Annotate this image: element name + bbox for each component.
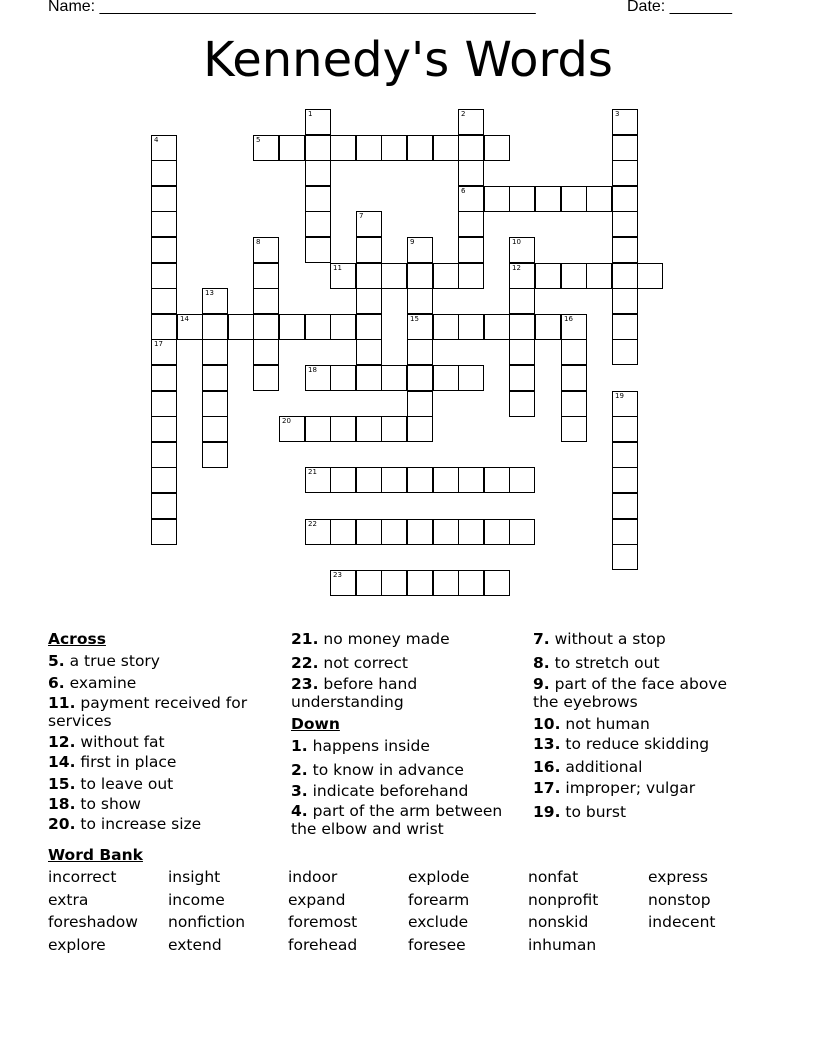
clues-column-3: [533, 630, 773, 821]
grid-cell[interactable]: [151, 391, 177, 417]
word-bank-item: exclude: [408, 913, 469, 931]
grid-cell[interactable]: [509, 263, 535, 289]
grid-cell[interactable]: [535, 314, 561, 340]
grid-cell[interactable]: [458, 186, 484, 212]
cell-number: 11: [333, 264, 342, 272]
grid-cell[interactable]: [612, 467, 638, 493]
clue-down-13: 13. to reduce skidding: [533, 735, 710, 753]
clue-across-11: 11. payment received for services: [48, 694, 248, 730]
cell-number: 20: [282, 417, 291, 425]
cell-number: 10: [512, 238, 521, 246]
grid-cell[interactable]: [356, 519, 382, 545]
clue-across-14: 14. first in place: [48, 753, 177, 771]
word-bank-item: indecent: [648, 913, 716, 931]
clue-down-8: 8. to stretch out: [533, 654, 660, 672]
grid-cell[interactable]: [612, 237, 638, 263]
word-bank-item: nonskid: [528, 913, 589, 931]
grid-cell[interactable]: [509, 237, 535, 263]
grid-cell[interactable]: [637, 263, 663, 289]
grid-cell[interactable]: [407, 135, 433, 161]
grid-cell[interactable]: [330, 570, 356, 596]
grid-cell[interactable]: [381, 416, 407, 442]
grid-cell[interactable]: [151, 160, 177, 186]
grid-cell[interactable]: [151, 467, 177, 493]
word-bank-item: explore: [48, 936, 106, 954]
grid-cell[interactable]: [407, 467, 433, 493]
grid-cell[interactable]: [458, 237, 484, 263]
grid-cell[interactable]: [356, 237, 382, 263]
clue-across-18: 18. to show: [48, 795, 141, 813]
grid-cell[interactable]: [330, 135, 356, 161]
grid-cell[interactable]: [509, 186, 535, 212]
grid-cell[interactable]: [458, 519, 484, 545]
grid-cell[interactable]: [509, 288, 535, 314]
clue-across-12: 12. without fat: [48, 733, 165, 751]
grid-cell[interactable]: [305, 519, 331, 545]
word-bank-item: extend: [168, 936, 222, 954]
word-bank-item: forearm: [408, 891, 470, 909]
grid-cell[interactable]: [330, 519, 356, 545]
grid-cell[interactable]: [509, 467, 535, 493]
cell-number: 23: [333, 571, 342, 579]
grid-cell[interactable]: [356, 416, 382, 442]
grid-cell[interactable]: [561, 416, 587, 442]
grid-cell[interactable]: [433, 135, 459, 161]
grid-cell[interactable]: [458, 109, 484, 135]
grid-cell[interactable]: [535, 263, 561, 289]
across-heading: Across: [48, 630, 106, 648]
grid-cell[interactable]: [356, 339, 382, 365]
grid-cell[interactable]: [253, 135, 279, 161]
clue-down-10: 10. not human: [533, 715, 650, 733]
clue-down-4: 4. part of the arm between the elbow and wrist: [291, 802, 503, 838]
grid-cell[interactable]: [433, 519, 459, 545]
clue-down-7: 7. without a stop: [533, 630, 666, 648]
grid-cell[interactable]: [561, 391, 587, 417]
cell-number: 1: [308, 110, 313, 118]
cell-number: 18: [308, 366, 317, 374]
grid-cell[interactable]: [381, 519, 407, 545]
word-bank-item: nonstop: [648, 891, 711, 909]
clues-column-2: [291, 630, 531, 838]
grid-cell[interactable]: [484, 467, 510, 493]
grid-cell[interactable]: [279, 135, 305, 161]
grid-cell[interactable]: [151, 263, 177, 289]
clue-across-23: 23. before hand understanding: [291, 675, 418, 711]
grid-cell[interactable]: [458, 314, 484, 340]
grid-cell[interactable]: [202, 416, 228, 442]
grid-cell[interactable]: [356, 314, 382, 340]
grid-cell[interactable]: [151, 211, 177, 237]
word-bank-item: indoor: [288, 868, 338, 886]
down-heading: Down: [291, 715, 340, 733]
grid-cell[interactable]: [484, 570, 510, 596]
grid-cell[interactable]: [330, 416, 356, 442]
grid-cell[interactable]: [305, 314, 331, 340]
clue-down-9: 9. part of the face above the eyebrows: [533, 675, 728, 711]
grid-cell[interactable]: [279, 314, 305, 340]
grid-cell[interactable]: [330, 263, 356, 289]
grid-cell[interactable]: [535, 186, 561, 212]
grid-cell[interactable]: [586, 186, 612, 212]
grid-cell[interactable]: [407, 314, 433, 340]
grid-cell[interactable]: [509, 365, 535, 391]
grid-cell[interactable]: [612, 339, 638, 365]
cell-number: 22: [308, 520, 317, 528]
grid-cell[interactable]: [561, 263, 587, 289]
date-label: Date: _______: [627, 0, 732, 15]
grid-cell[interactable]: [612, 544, 638, 570]
cell-number: 5: [256, 136, 261, 144]
grid-cell[interactable]: [253, 365, 279, 391]
grid-cell[interactable]: [484, 135, 510, 161]
grid-cell[interactable]: [612, 391, 638, 417]
grid-cell[interactable]: [151, 519, 177, 545]
grid-cell[interactable]: [202, 365, 228, 391]
grid-cell[interactable]: [458, 135, 484, 161]
word-bank-item: foremost: [288, 913, 358, 931]
grid-cell[interactable]: [305, 237, 331, 263]
clue-across-15: 15. to leave out: [48, 775, 174, 793]
cell-number: 14: [180, 315, 189, 323]
grid-cell[interactable]: [356, 570, 382, 596]
grid-cell[interactable]: [305, 160, 331, 186]
grid-cell[interactable]: [407, 237, 433, 263]
grid-cell[interactable]: [561, 186, 587, 212]
grid-cell[interactable]: [612, 135, 638, 161]
grid-cell[interactable]: [509, 339, 535, 365]
grid-cell[interactable]: [202, 314, 228, 340]
grid-cell[interactable]: [151, 237, 177, 263]
grid-cell[interactable]: [458, 570, 484, 596]
grid-cell[interactable]: [561, 365, 587, 391]
word-bank-item: nonprofit: [528, 891, 599, 909]
cell-number: 17: [154, 340, 163, 348]
grid-cell[interactable]: [458, 365, 484, 391]
grid-cell[interactable]: [151, 339, 177, 365]
grid-cell[interactable]: [330, 365, 356, 391]
grid-cell[interactable]: [561, 314, 587, 340]
grid-cell[interactable]: [253, 288, 279, 314]
cell-number: 8: [256, 238, 261, 246]
grid-cell[interactable]: [151, 442, 177, 468]
grid-cell[interactable]: [305, 365, 331, 391]
cell-number: 3: [615, 110, 620, 118]
grid-cell[interactable]: [305, 211, 331, 237]
cell-number: 19: [615, 392, 624, 400]
grid-cell[interactable]: [407, 519, 433, 545]
word-bank-item: express: [648, 868, 708, 886]
grid-cell[interactable]: [433, 314, 459, 340]
grid-cell[interactable]: [151, 314, 177, 340]
grid-cell[interactable]: [612, 493, 638, 519]
grid-cell[interactable]: [484, 186, 510, 212]
grid-cell[interactable]: [407, 288, 433, 314]
grid-cell[interactable]: [305, 416, 331, 442]
grid-cell[interactable]: [381, 570, 407, 596]
clue-down-16: 16. additional: [533, 758, 643, 776]
clue-across-20: 20. to increase size: [48, 815, 202, 833]
clue-across-6: 6. examine: [48, 674, 137, 692]
grid-cell[interactable]: [612, 211, 638, 237]
grid-cell[interactable]: [612, 442, 638, 468]
date-line[interactable]: _______: [669, 0, 732, 15]
grid-cell[interactable]: [612, 160, 638, 186]
word-bank-heading: Word Bank: [48, 846, 143, 864]
grid-cell[interactable]: [202, 288, 228, 314]
cell-number: 21: [308, 468, 317, 476]
grid-cell[interactable]: [407, 391, 433, 417]
clue-down-19: 19. to burst: [533, 803, 627, 821]
grid-cell[interactable]: [356, 263, 382, 289]
grid-cell[interactable]: [612, 314, 638, 340]
grid-cell[interactable]: [407, 339, 433, 365]
word-bank-item: explode: [408, 868, 470, 886]
name-line[interactable]: _________________________________________________: [99, 0, 536, 15]
grid-cell[interactable]: [509, 519, 535, 545]
grid-cell[interactable]: [356, 135, 382, 161]
grid-cell[interactable]: [612, 288, 638, 314]
grid-cell[interactable]: [561, 339, 587, 365]
grid-cell[interactable]: [253, 339, 279, 365]
word-bank-item: forehead: [288, 936, 358, 954]
grid-cell[interactable]: [202, 442, 228, 468]
page-title: Kennedy's Words: [203, 32, 613, 88]
grid-cell[interactable]: [381, 365, 407, 391]
cell-number: 6: [461, 187, 466, 195]
grid-cell[interactable]: [458, 263, 484, 289]
grid-cell[interactable]: [151, 416, 177, 442]
grid-cell[interactable]: [202, 339, 228, 365]
word-bank-item: extra: [48, 891, 89, 909]
grid-cell[interactable]: [356, 211, 382, 237]
grid-cell[interactable]: [407, 570, 433, 596]
word-bank-item: nonfat: [528, 868, 579, 886]
word-bank-item: foreshadow: [48, 913, 138, 931]
grid-cell[interactable]: [433, 570, 459, 596]
word-bank-item: foresee: [408, 936, 466, 954]
cell-number: 2: [461, 110, 466, 118]
grid-cell[interactable]: [484, 519, 510, 545]
cell-number: 16: [564, 315, 573, 323]
cell-number: 4: [154, 136, 159, 144]
grid-cell[interactable]: [458, 467, 484, 493]
grid-cell[interactable]: [433, 263, 459, 289]
grid-cell[interactable]: [151, 288, 177, 314]
grid-cell[interactable]: [305, 109, 331, 135]
grid-cell[interactable]: [305, 186, 331, 212]
grid-cell[interactable]: [279, 416, 305, 442]
cell-number: 12: [512, 264, 521, 272]
cell-number: 13: [205, 289, 214, 297]
clue-down-2: 2. to know in advance: [291, 761, 464, 779]
grid-cell[interactable]: [151, 365, 177, 391]
grid-cell[interactable]: [151, 186, 177, 212]
grid-cell[interactable]: [177, 314, 203, 340]
grid-cell[interactable]: [509, 391, 535, 417]
clue-down-17: 17. improper; vulgar: [533, 779, 696, 797]
grid-cell[interactable]: [509, 314, 535, 340]
grid-cell[interactable]: [433, 365, 459, 391]
grid-cell[interactable]: [381, 467, 407, 493]
cell-number: 7: [359, 212, 364, 220]
clue-across-22: 22. not correct: [291, 654, 408, 672]
grid-cell[interactable]: [253, 314, 279, 340]
grid-cell[interactable]: [151, 135, 177, 161]
clue-down-1: 1. happens inside: [291, 737, 430, 755]
clues-column-1: [48, 630, 288, 833]
grid-cell[interactable]: [407, 365, 433, 391]
cell-number: 15: [410, 315, 419, 323]
grid-cell[interactable]: [330, 467, 356, 493]
grid-cell[interactable]: [356, 467, 382, 493]
word-bank-item: incorrect: [48, 868, 117, 886]
word-bank-item: nonfiction: [168, 913, 246, 931]
clue-across-5: 5. a true story: [48, 652, 160, 670]
cell-number: 9: [410, 238, 415, 246]
grid-cell[interactable]: [484, 314, 510, 340]
grid-cell[interactable]: [253, 237, 279, 263]
name-label: Name: _________________________________________________: [48, 0, 536, 15]
word-bank-item: insight: [168, 868, 221, 886]
grid-cell[interactable]: [202, 391, 228, 417]
clue-down-3: 3. indicate beforehand: [291, 782, 469, 800]
grid-cell[interactable]: [612, 263, 638, 289]
grid-cell[interactable]: [586, 263, 612, 289]
grid-cell[interactable]: [356, 288, 382, 314]
word-bank-item: income: [168, 891, 225, 909]
grid-cell[interactable]: [407, 263, 433, 289]
grid-cell[interactable]: [612, 109, 638, 135]
grid-cell[interactable]: [612, 416, 638, 442]
clue-across-21: 21. no money made: [291, 630, 450, 648]
grid-cell[interactable]: [458, 211, 484, 237]
grid-cell[interactable]: [151, 493, 177, 519]
grid-cell[interactable]: [356, 365, 382, 391]
word-bank-item: expand: [288, 891, 346, 909]
grid-cell[interactable]: [381, 263, 407, 289]
grid-cell[interactable]: [228, 314, 254, 340]
grid-cell[interactable]: [458, 160, 484, 186]
grid-cell[interactable]: [612, 519, 638, 545]
grid-cell[interactable]: [330, 314, 356, 340]
grid-cell[interactable]: [381, 135, 407, 161]
word-bank-item: inhuman: [528, 936, 597, 954]
grid-cell[interactable]: [305, 135, 331, 161]
grid-cell[interactable]: [407, 416, 433, 442]
grid-cell[interactable]: [612, 186, 638, 212]
grid-cell[interactable]: [433, 467, 459, 493]
grid-cell[interactable]: [253, 263, 279, 289]
grid-cell[interactable]: [305, 467, 331, 493]
